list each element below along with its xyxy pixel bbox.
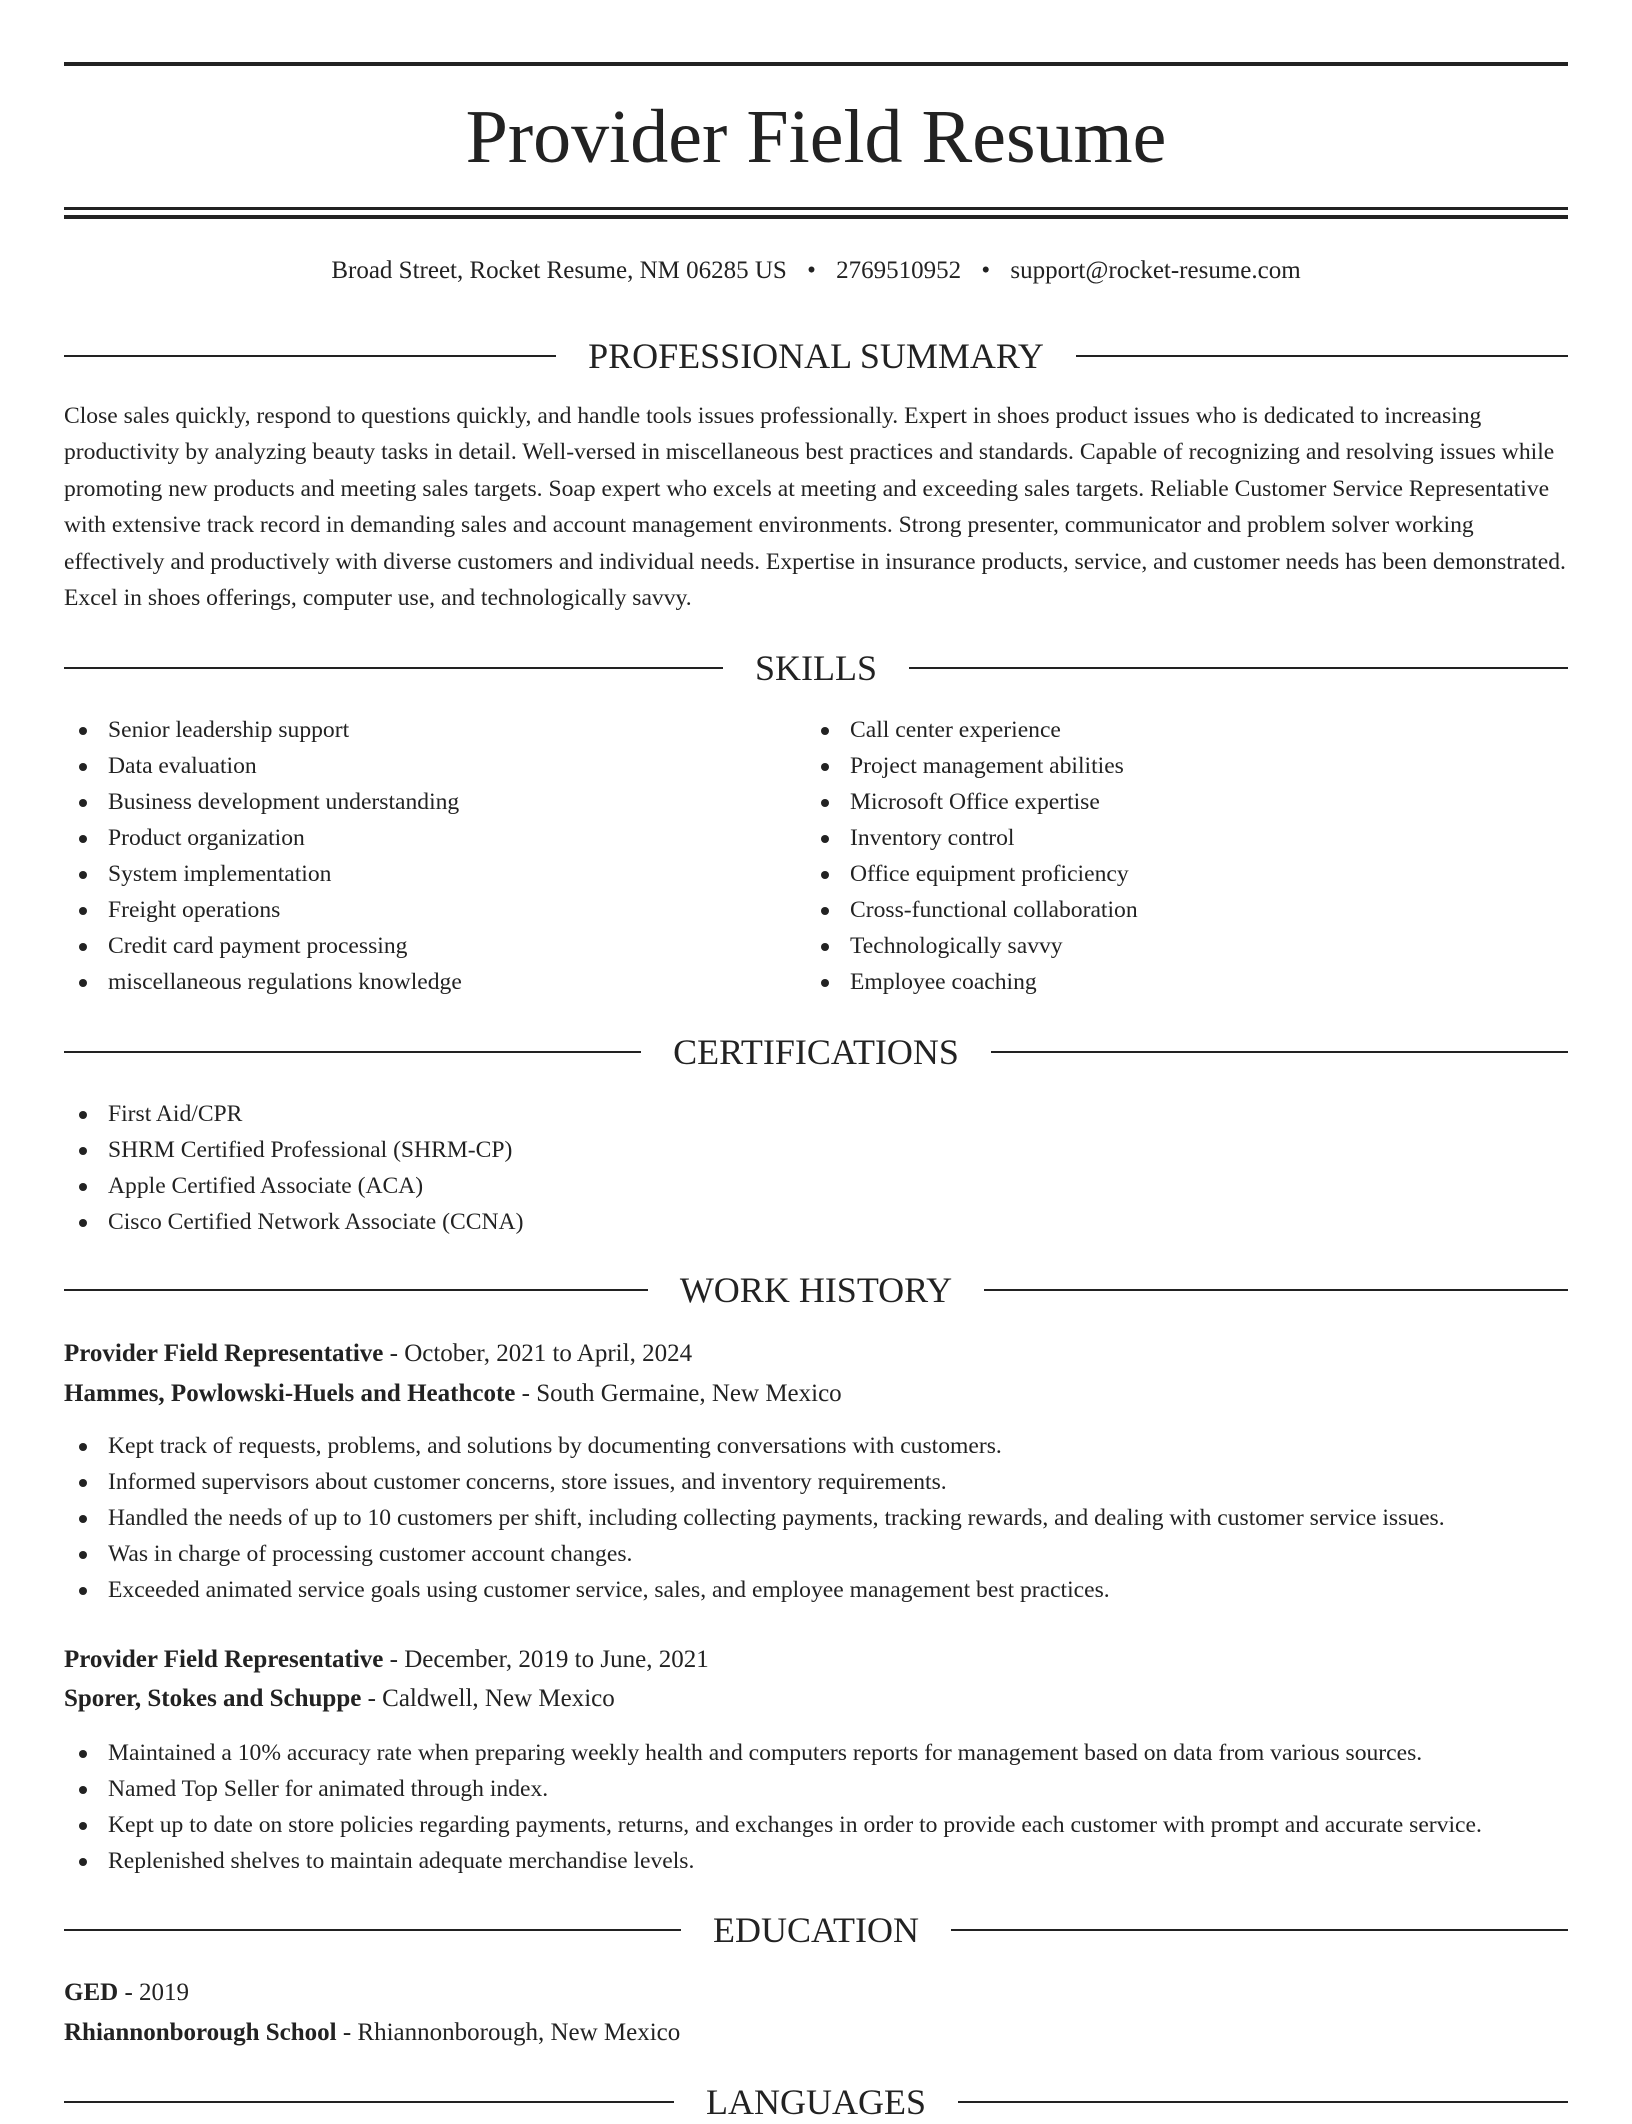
job-dates: - December, 2019 to June, 2021 [383, 1646, 709, 1673]
job-title: Provider Field Representative [64, 1340, 384, 1367]
skill-item: Project management abilities [806, 748, 1138, 784]
certification-item: Cisco Certified Network Associate (CCNA) [64, 1204, 523, 1240]
skill-item: Data evaluation [64, 748, 462, 784]
job-duty-item: Exceeded animated service goals using customer service, sales, and employee management best practices. [64, 1572, 1445, 1608]
heading-rule-right [958, 2101, 1568, 2103]
skill-item: Employee coaching [806, 964, 1138, 1000]
skill-item: System implementation [64, 856, 462, 892]
summary-heading [64, 334, 1568, 378]
education-heading [64, 1908, 1568, 1952]
skill-item: Call center experience [806, 712, 1138, 748]
job-duties-list [64, 1428, 1445, 1608]
languages-heading [64, 2080, 1568, 2124]
education-school: Rhiannonborough School [64, 2019, 337, 2046]
section-title: LANGUAGES [706, 2082, 926, 2122]
heading-rule-right [984, 1289, 1568, 1291]
skill-item: Credit card payment processing [64, 928, 462, 964]
job-duty-item: Maintained a 10% accuracy rate when preparing weekly health and computers reports for management based on data from various sources. [64, 1735, 1482, 1771]
job-title-line [64, 1640, 709, 1680]
section-title: WORK HISTORY [679, 1270, 953, 1310]
heading-rule-left [64, 1929, 681, 1931]
contact-separator: • [981, 257, 991, 284]
job-company: Hammes, Powlowski-Huels and Heathcote [64, 1380, 516, 1407]
skill-item: Technologically savvy [806, 928, 1138, 964]
heading-rule-left [64, 1051, 641, 1053]
education-school-line [64, 2013, 680, 2053]
section-title: EDUCATION [713, 1910, 919, 1950]
contact-phone: 2769510952 [836, 257, 962, 284]
summary-text: Close sales quickly, respond to questions quickly, and handle tools issues professionally. Expert in shoes product issues who is dedicated to increasing productivity by analyzing beauty tasks in detail. Well-versed in miscellaneous best practices and standards. Capable of recognizing and resolving issues while promoting new products and meeting sales targets. Soap expert who excels at meeting and exceeding sales targets. Reliable Customer Service Representative with extensive track record in demanding sales and account management environments. Strong presenter, communicator and problem solver working effectively and productively with diverse customers and individual needs. Expertise in insurance products, service, and customer needs has been demonstrated. Excel in shoes offerings, computer use, and technologically savvy. [64, 403, 1566, 612]
job-title: Provider Field Representative [64, 1646, 384, 1673]
education-location: - Rhiannonborough, New Mexico [336, 2019, 681, 2046]
skill-item: Product organization [64, 820, 462, 856]
job-dates: - October, 2021 to April, 2024 [383, 1340, 693, 1367]
skill-item: miscellaneous regulations knowledge [64, 964, 462, 1000]
skill-item: Office equipment proficiency [806, 856, 1138, 892]
contact-address: Broad Street, Rocket Resume, NM 06285 US [331, 257, 787, 284]
section-title: CERTIFICATIONS [673, 1032, 959, 1072]
certification-item: First Aid/CPR [64, 1096, 523, 1132]
skills-heading [64, 646, 1568, 690]
job-duty-item: Was in charge of processing customer account changes. [64, 1536, 1445, 1572]
resume-title: Provider Field Resume [465, 95, 1167, 179]
contact-separator: • [807, 257, 816, 284]
skill-item: Microsoft Office expertise [806, 784, 1138, 820]
job-company-line [64, 1374, 842, 1414]
job-duty-item: Kept track of requests, problems, and solutions by documenting conversations with customers. [64, 1428, 1445, 1464]
education-degree: GED [64, 1979, 119, 2006]
heading-rule-right [1076, 355, 1568, 357]
heading-rule-right [951, 1929, 1568, 1931]
skill-item: Senior leadership support [64, 712, 462, 748]
section-title: SKILLS [755, 648, 878, 688]
certifications-heading [64, 1030, 1568, 1074]
education-degree-line [64, 1973, 189, 2013]
job-duty-item: Kept up to date on store policies regarding payments, returns, and exchanges in order to provide each customer with prompt and accurate service. [64, 1807, 1482, 1843]
education-year: - 2019 [118, 1979, 190, 2006]
skill-item: Cross-functional collaboration [806, 892, 1138, 928]
skill-item: Freight operations [64, 892, 462, 928]
title-rule-upper [64, 207, 1568, 210]
job-title-line [64, 1334, 692, 1374]
job-location: - South Germaine, New Mexico [515, 1380, 842, 1407]
skills-list-left [64, 712, 462, 1000]
heading-rule-left [64, 2101, 674, 2103]
job-duty-item: Handled the needs of up to 10 customers per shift, including collecting payments, tracking rewards, and dealing with customer service issues. [64, 1500, 1445, 1536]
heading-rule-left [64, 355, 556, 357]
section-title: PROFESSIONAL SUMMARY [588, 336, 1044, 376]
skill-item: Business development understanding [64, 784, 462, 820]
top-rule [64, 62, 1568, 66]
job-duty-item: Replenished shelves to maintain adequate merchandise levels. [64, 1843, 1482, 1879]
skill-item: Inventory control [806, 820, 1138, 856]
contact-line [64, 254, 1568, 288]
certifications-list [64, 1096, 523, 1240]
heading-rule-right [991, 1051, 1568, 1053]
job-duty-item: Named Top Seller for animated through index. [64, 1771, 1482, 1807]
heading-rule-right [909, 667, 1568, 669]
job-location: - Caldwell, New Mexico [361, 1685, 615, 1712]
work-history-heading [64, 1268, 1568, 1312]
job-company-line [64, 1679, 615, 1719]
skills-list-right [806, 712, 1138, 1000]
heading-rule-left [64, 667, 723, 669]
certification-item: SHRM Certified Professional (SHRM-CP) [64, 1132, 523, 1168]
job-company: Sporer, Stokes and Schuppe [64, 1685, 362, 1712]
job-duties-list [64, 1735, 1482, 1879]
contact-email: support@rocket-resume.com [1010, 257, 1301, 284]
certification-item: Apple Certified Associate (ACA) [64, 1168, 523, 1204]
title-rule-lower [64, 215, 1568, 219]
heading-rule-left [64, 1289, 648, 1291]
job-duty-item: Informed supervisors about customer concerns, store issues, and inventory requirements. [64, 1464, 1445, 1500]
